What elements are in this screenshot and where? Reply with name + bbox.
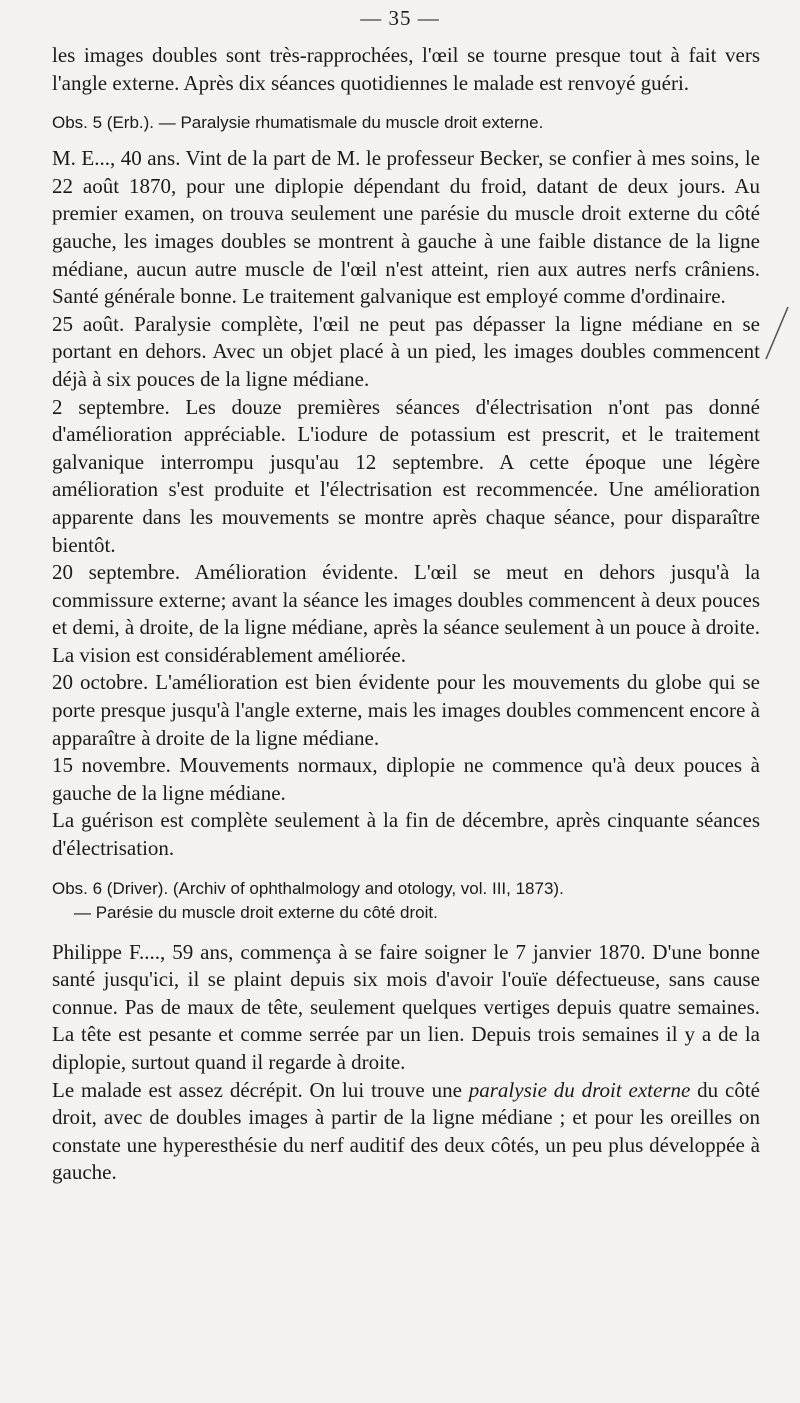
paragraph-20-septembre: 20 septembre. Amélioration évidente. L'œil se meut en dehors jusqu'à la commissure externe; avant la séance les images doubles commencent à deux pouces et demi, à droite, de la ligne médiane, après la séance seulement à un pouce à droite. La vision est considérablement améliorée. <box>52 560 760 667</box>
observation-5-heading: Obs. 5 (Erb.). — Paralysie rhumatismale du muscle droit externe. <box>52 113 544 133</box>
observation-6-heading <box>52 877 760 925</box>
paragraph-15-novembre: 15 novembre. Mouvements normaux, diplopie ne commence qu'à deux pouces à gauche de la ligne médiane. <box>52 753 760 805</box>
paragraph-obs6-exam-part1: Le malade est assez décrépit. On lui trouve une <box>52 1077 469 1102</box>
paragraph-obs6-exam-part2: du côté droit, avec de doubles images à partir de la ligne médiane ; et pour les oreilles on constate une hyperesthésie du nerf auditif des deux côtés, un peu plus développée à gauche. <box>52 1077 760 1185</box>
pencil-margin-mark <box>762 303 792 363</box>
page-number: — 35 — <box>360 6 440 30</box>
paragraph-obs5-intro: M. E..., 40 ans. Vint de la part de M. le professeur Becker, se confier à mes soins, le 22 août 1870, pour une diplopie dépendant du froid, datant de deux jours. Au premier examen, on trouva seulement une parésie du muscle droit externe du côté gauche, les images doubles se montrent à gauche à une faible distance de la ligne médiane, aucun autre muscle de l'œil n'est atteint, rien aux autres nerfs crâniens. Santé générale bonne. Le traitement galvanique est employé comme d'ordinaire. <box>52 146 760 309</box>
paragraph-guerison: La guérison est complète seulement à la fin de décembre, après cinquante séances d'électrisation. <box>52 808 760 861</box>
paragraph-obs6-exam <box>52 1077 760 1187</box>
observation-6-subtitle: — Parésie du muscle droit externe du côté droit. <box>74 902 438 922</box>
paragraph-obs6-exam-italic: paralysie du droit externe <box>468 1077 691 1102</box>
paragraph-obs6-intro: Philippe F...., 59 ans, commença à se faire soigner le 7 janvier 1870. D'une bonne santé jusqu'ici, il se plaint depuis six mois d'avoir l'ouïe défectueuse, sans cause connue. Pas de maux de tête, seulement quelques vertiges depuis quatre semaines. La tête est pesante et comme serrée par un lien. Depuis trois semaines il y a de la diplopie, surtout quand il regarde à droite. <box>52 939 760 1074</box>
observation-6-title: Obs. 6 (Driver). (Archiv of ophthalmology and otology, vol. III, 1873). <box>52 878 564 898</box>
page-body <box>52 42 760 1187</box>
paragraph-2-septembre: 2 septembre. Les douze premières séances d'électrisation n'ont pas donné d'amélioration appréciable. L'iodure de potassium est prescrit, et le traitement galvanique interrompu jusqu'au 12 septembre. A cette époque une légère amélioration s'est produite et l'électrisation est recommencée. Une amélioration apparente dans les mouvements se montre après chaque séance, pour disparaître bientôt. <box>52 394 760 557</box>
paragraph-20-octobre: 20 octobre. L'amélioration est bien évidente pour les mouvements du globe qui se porte presque jusqu'à l'angle externe, mais les images doubles commencent encore à apparaître à droite de la ligne médiane. <box>52 670 760 750</box>
paragraph-continuation: les images doubles sont très-rapprochées, l'œil se tourne presque tout à fait vers l'angle externe. Après dix séances quotidiennes le malade est renvoyé guéri. <box>52 43 760 95</box>
paragraph-25-aout: 25 août. Paralysie complète, l'œil ne peut pas dépasser la ligne médiane en se portant en dehors. Avec un objet placé à un pied, les images doubles commencent déjà à six pouces de la ligne médiane. <box>52 311 760 391</box>
